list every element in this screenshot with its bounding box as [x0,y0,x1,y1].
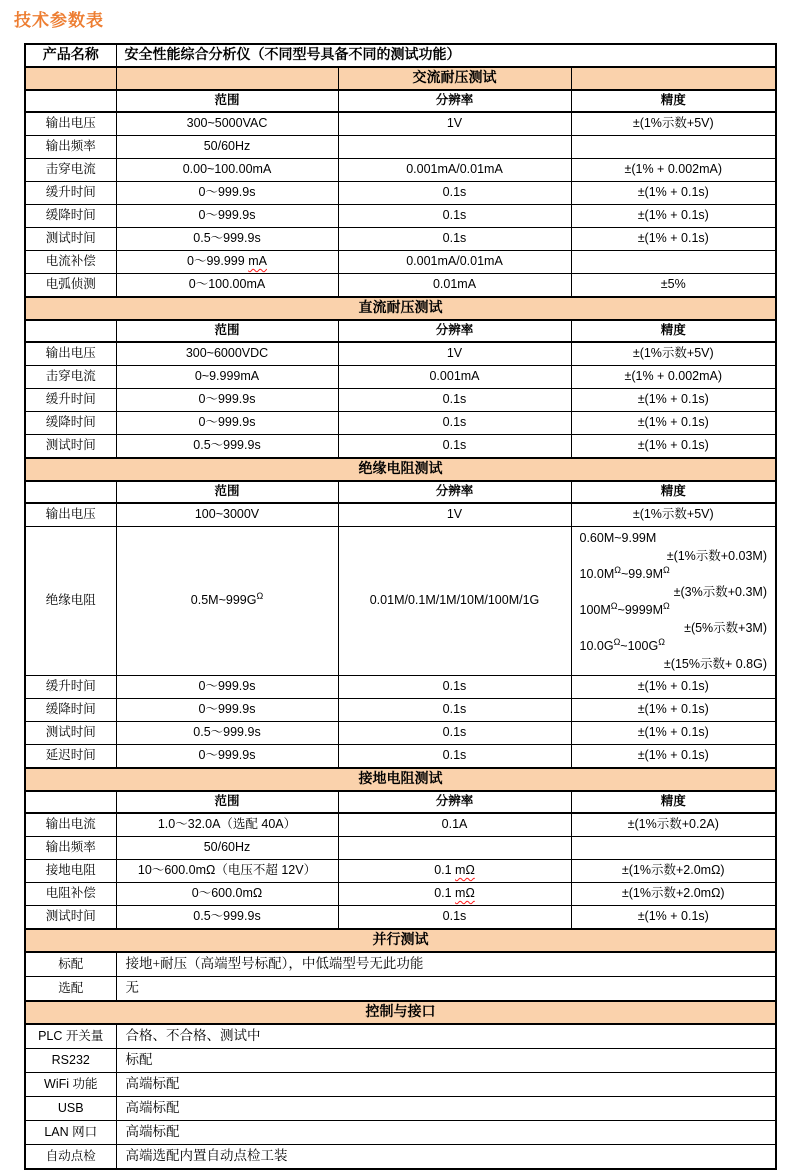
range-cell: 0～999.9s [116,182,338,205]
section-title: 直流耐压测试 [25,297,776,320]
range-cell: 0～999.9s [116,699,338,722]
accuracy-range-line: $100M^\Omega\sim 9999M^\Omega$ [579,600,670,617]
range-cell: 0.5～999.9s [116,228,338,251]
spec-row [25,136,776,159]
range-cell: 100~3000V [116,503,338,527]
range-cell: 0~9.999mA [116,366,338,389]
param-label-cell: 输出电压 [25,112,116,136]
accuracy-cell [571,251,776,274]
column-header-accuracy: 精度 [571,320,776,342]
product-name-row [25,44,776,67]
column-header-row [25,90,776,112]
param-label-cell: 输出电流 [25,813,116,837]
range-cell: 1.0～32.0A（选配 40A） [116,813,338,837]
resolution-cell: 0.1 mΩ [338,860,571,883]
accuracy-cell: ±(1% + 0.1s) [571,205,776,228]
spellcheck-wavy-underline: mΩ [455,863,475,878]
page-title: 技术参数表 [14,11,104,30]
section-header-row [25,297,776,320]
accuracy-cell: ±(1%示数+5V) [571,503,776,527]
accuracy-cell: ±(1% + 0.1s) [571,745,776,769]
range-cell: 50/60Hz [116,837,338,860]
resolution-cell: 1V [338,342,571,366]
spec-row [25,906,776,930]
param-label-cell: 击穿电流 [25,366,116,389]
param-label-cell: 缓降时间 [25,699,116,722]
param-value-cell: 接地+耐压（高端型号标配），中低端型号无此功能 [116,952,776,977]
param-label-cell: 标配 [25,952,116,977]
spellcheck-wavy-underline: mA [248,254,267,269]
range-cell: 0～999.9s [116,676,338,699]
param-value-cell: 高端选配内置自动点检工装 [116,1145,776,1170]
accuracy-cell: ±(1%示数+0.2A) [571,813,776,837]
param-label-cell: PLC 开关量 [25,1024,116,1049]
spec-row [25,722,776,745]
accuracy-value-line: ±(3%示数+0.3M) [673,585,767,599]
resolution-cell [338,136,571,159]
resolution-cell: 0.1s [338,182,571,205]
spec-row [25,342,776,366]
param-label-cell: 自动点检 [25,1145,116,1170]
param-label-cell: 电流补偿 [25,251,116,274]
range-cell: 0～600.0mΩ [116,883,338,906]
superscript-omega: Ω [610,600,618,611]
param-label-cell: 测试时间 [25,722,116,745]
column-header-corner-cell [25,481,116,503]
accuracy-cell: ±(1% + 0.1s) [571,435,776,459]
range-cell: 300~5000VAC [116,112,338,136]
spec-row [25,676,776,699]
superscript-omega: Ω [614,564,621,575]
spec-row [25,1024,776,1049]
column-header-resolution: 分辨率 [338,791,571,813]
accuracy-cell: ±5% [571,274,776,298]
column-header-accuracy: 精度 [571,481,776,503]
spec-row [25,1049,776,1073]
superscript-omega: Ω [658,636,665,647]
superscript-omega: Ω [256,591,264,602]
accuracy-range-line: 0.60M~9.99M [579,531,657,545]
accuracy-value-line: ±(5%示数+3M) [684,621,767,635]
accuracy-cell [571,136,776,159]
column-header-accuracy: 精度 [571,791,776,813]
spec-table-body [25,44,776,1169]
spec-row [25,274,776,298]
param-label-cell: 延迟时间 [25,745,116,769]
spec-row [25,412,776,435]
accuracy-value-line: ±(15%示数+ 0.8G) [663,657,767,671]
column-header-row [25,791,776,813]
accuracy-cell [571,527,776,676]
spec-row [25,837,776,860]
resolution-cell: 0.1s [338,906,571,930]
product-value-cell: 安全性能综合分析仪（不同型号具备不同的测试功能） [116,44,776,67]
spec-row [25,699,776,722]
section-header-empty-cell [116,67,338,90]
param-label-cell: 电阻补偿 [25,883,116,906]
param-value-cell: 无 [116,977,776,1002]
resolution-cell: 0.001mA/0.01mA [338,251,571,274]
resolution-cell: 0.1s [338,412,571,435]
range-cell: 50/60Hz [116,136,338,159]
accuracy-cell: ±(1%示数+2.0mΩ) [571,860,776,883]
range-cell: $0.5M\sim 999G^\Omega$ [116,527,338,676]
accuracy-cell: ±(1% + 0.002mA) [571,366,776,389]
superscript-omega: Ω [663,564,670,575]
spec-row [25,251,776,274]
section-header-row [25,1001,776,1024]
spec-row [25,366,776,389]
resolution-cell: 0.01M/0.1M/1M/10M/100M/1G [338,527,571,676]
resolution-cell: 0.1 mΩ [338,883,571,906]
param-label-cell: 测试时间 [25,906,116,930]
range-cell: 0.5～999.9s [116,722,338,745]
range-cell: 0～999.9s [116,389,338,412]
spec-row [25,1145,776,1170]
range-cell: 0.00~100.00mA [116,159,338,182]
accuracy-range-line: $10.0G^\Omega\sim 100G^\Omega$ [579,636,665,653]
section-title: 控制与接口 [25,1001,776,1024]
param-label-cell: 选配 [25,977,116,1002]
param-label-cell: 输出电压 [25,342,116,366]
param-label-cell: 输出频率 [25,136,116,159]
spec-row [25,860,776,883]
range-cell: 0～99.999 mA [116,251,338,274]
range-cell: 0.5～999.9s [116,906,338,930]
spec-row [25,813,776,837]
resolution-cell: 0.01mA [338,274,571,298]
accuracy-range-line: $10.0M^\Omega\sim 99.9M^\Omega$ [579,564,670,581]
column-header-resolution: 分辨率 [338,481,571,503]
resolution-cell: 0.1s [338,435,571,459]
accuracy-cell: ±(1% + 0.1s) [571,906,776,930]
spec-row [25,977,776,1002]
accuracy-cell: ±(1% + 0.1s) [571,412,776,435]
column-header-resolution: 分辨率 [338,90,571,112]
column-header-range: 范围 [116,481,338,503]
range-cell: 0～999.9s [116,205,338,228]
section-header-row [25,768,776,791]
section-header-empty-cell [571,67,776,90]
accuracy-cell: ±(1% + 0.1s) [571,676,776,699]
resolution-cell: 0.001mA [338,366,571,389]
param-label-cell: 输出频率 [25,837,116,860]
param-label-cell: 测试时间 [25,435,116,459]
spellcheck-wavy-underline: mΩ [455,886,475,901]
range-cell: 0～999.9s [116,412,338,435]
section-title: 交流耐压测试 [338,67,571,90]
column-header-row [25,320,776,342]
resolution-cell: 0.1s [338,228,571,251]
param-label-cell: RS232 [25,1049,116,1073]
spec-row [25,435,776,459]
column-header-row [25,481,776,503]
resolution-cell [338,837,571,860]
param-value-cell: 合格、不合格、测试中 [116,1024,776,1049]
spec-row [25,389,776,412]
resolution-cell: 0.1s [338,722,571,745]
section-header-empty-cell [25,67,116,90]
param-label-cell: 电弧侦测 [25,274,116,298]
accuracy-cell [571,837,776,860]
section-header-row [25,67,776,90]
accuracy-cell: ±(1% + 0.1s) [571,699,776,722]
spec-row [25,205,776,228]
superscript-omega: Ω [663,600,670,611]
column-header-corner-cell [25,791,116,813]
param-label-cell: 缓升时间 [25,182,116,205]
resolution-cell: 0.1s [338,699,571,722]
section-header-row [25,929,776,952]
accuracy-cell: ±(1% + 0.1s) [571,722,776,745]
column-header-accuracy: 精度 [571,90,776,112]
accuracy-cell: ±(1% + 0.1s) [571,228,776,251]
resolution-cell: 0.1s [338,205,571,228]
column-header-range: 范围 [116,320,338,342]
spec-row [25,883,776,906]
spec-row [25,527,776,676]
accuracy-cell: ±(1% + 0.002mA) [571,159,776,182]
param-value-cell: 高端标配 [116,1097,776,1121]
accuracy-cell: ±(1%示数+5V) [571,342,776,366]
accuracy-value-line: ±(1%示数+0.03M) [666,549,767,563]
range-cell: 0～999.9s [116,745,338,769]
section-title: 接地电阻测试 [25,768,776,791]
product-label-cell: 产品名称 [25,44,116,67]
param-value-cell: 高端标配 [116,1073,776,1097]
param-label-cell: 击穿电流 [25,159,116,182]
spec-row [25,1097,776,1121]
param-label-cell: LAN 网口 [25,1121,116,1145]
param-value-cell: 高端标配 [116,1121,776,1145]
range-cell: 10～600.0mΩ（电压不超 12V） [116,860,338,883]
spec-row [25,503,776,527]
param-label-cell: WiFi 功能 [25,1073,116,1097]
accuracy-cell: ±(1%示数+2.0mΩ) [571,883,776,906]
range-cell: 0.5～999.9s [116,435,338,459]
param-label-cell: 缓升时间 [25,389,116,412]
param-label-cell: 接地电阻 [25,860,116,883]
param-label-cell: 缓降时间 [25,412,116,435]
resolution-cell: 0.1s [338,745,571,769]
spec-row [25,159,776,182]
resolution-cell: 0.1A [338,813,571,837]
spec-row [25,112,776,136]
param-label-cell: 输出电压 [25,503,116,527]
param-label-cell: 缓升时间 [25,676,116,699]
superscript-omega: Ω [613,636,621,647]
param-value-cell: 标配 [116,1049,776,1073]
resolution-cell: 1V [338,503,571,527]
spec-table [24,43,777,1170]
param-label-cell: 测试时间 [25,228,116,251]
accuracy-cell: ±(1%示数+5V) [571,112,776,136]
spec-row [25,182,776,205]
column-header-resolution: 分辨率 [338,320,571,342]
section-title: 并行测试 [25,929,776,952]
resolution-cell: 0.001mA/0.01mA [338,159,571,182]
accuracy-cell: ±(1% + 0.1s) [571,182,776,205]
param-label-cell: 缓降时间 [25,205,116,228]
column-header-range: 范围 [116,791,338,813]
column-header-range: 范围 [116,90,338,112]
spec-row [25,1121,776,1145]
param-label-cell: 绝缘电阻 [25,527,116,676]
param-label-cell: USB [25,1097,116,1121]
resolution-cell: 0.1s [338,389,571,412]
accuracy-cell: ±(1% + 0.1s) [571,389,776,412]
spec-row [25,952,776,977]
resolution-cell: 0.1s [338,676,571,699]
section-title: 绝缘电阻测试 [25,458,776,481]
spec-row [25,228,776,251]
column-header-corner-cell [25,320,116,342]
spec-row [25,1073,776,1097]
range-cell: 0～100.00mA [116,274,338,298]
resolution-cell: 1V [338,112,571,136]
column-header-corner-cell [25,90,116,112]
section-header-row [25,458,776,481]
spec-row [25,745,776,769]
range-cell: 300~6000VDC [116,342,338,366]
